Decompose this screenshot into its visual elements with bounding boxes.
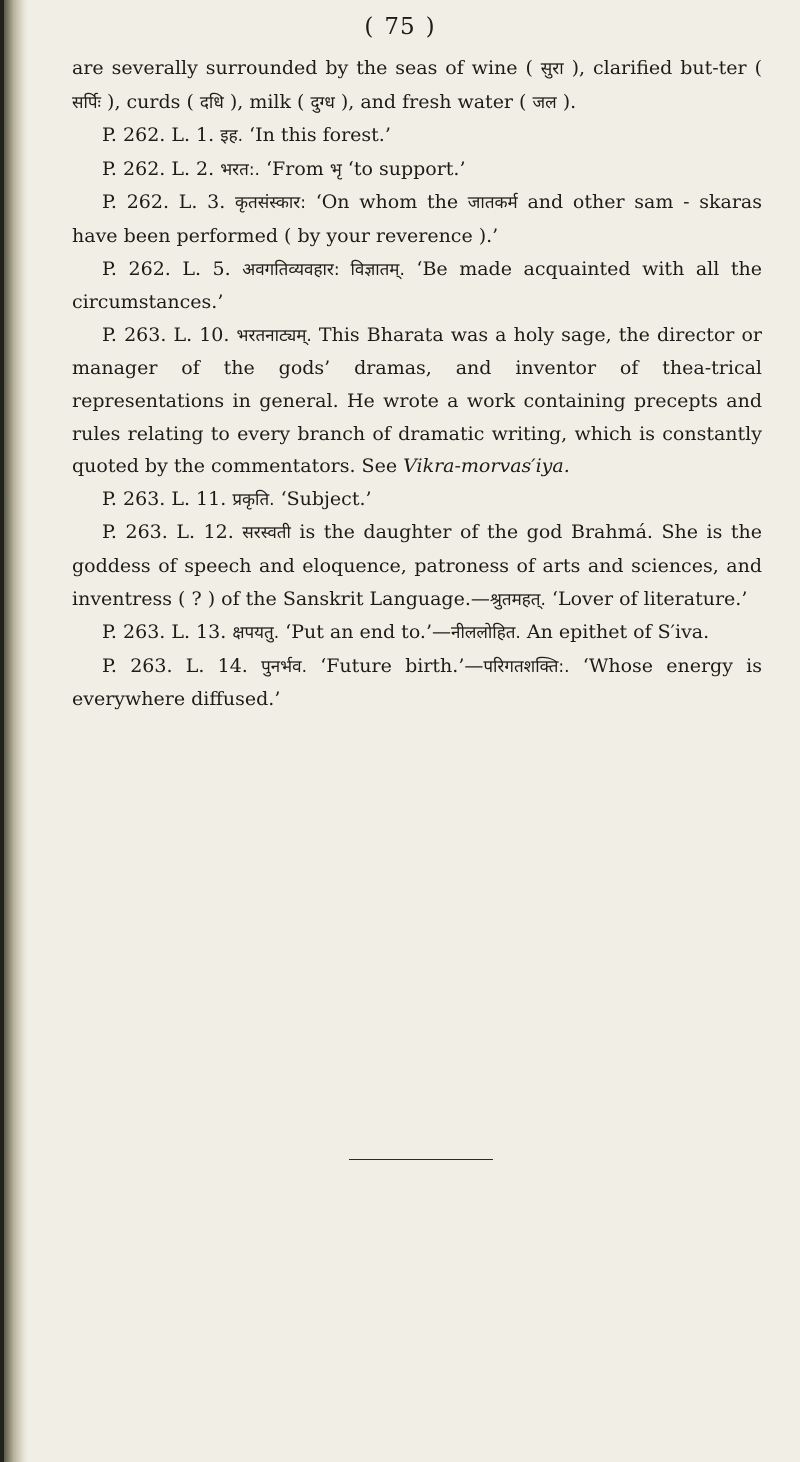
- italic-reference: Vikra-morvas′iya.: [403, 455, 570, 478]
- devanagari-term: सरस्वती: [242, 523, 291, 544]
- paragraph: [72, 483, 762, 517]
- page-number: ( 75 ): [364, 14, 436, 40]
- paragraph: [72, 650, 762, 716]
- text-run: ), and fresh water (: [334, 90, 533, 113]
- paragraph: [72, 186, 762, 252]
- page-number-value: 75: [384, 14, 416, 40]
- text-run: ‘From: [259, 157, 330, 180]
- text-run: P. 262. L. 1.: [102, 124, 221, 147]
- paragraph: [72, 616, 762, 650]
- paragraph: [72, 253, 762, 319]
- devanagari-term: श्रुतमहत्.: [489, 589, 546, 610]
- paragraph: [72, 516, 762, 616]
- text-run: P. 262. L. 3.: [102, 191, 235, 214]
- devanagari-term: सर्पिः: [72, 92, 101, 113]
- devanagari-term: जल: [532, 92, 557, 113]
- devanagari-term: परिगतशक्ति:.: [483, 656, 570, 677]
- text-run: ‘Future birth.’—: [306, 654, 484, 677]
- text-run: ).: [556, 90, 577, 113]
- paragraph: [72, 119, 762, 153]
- page-binding-shadow: [0, 0, 4, 1462]
- text-run: ‘Lover of literature.’: [545, 587, 748, 610]
- text-run: ‘Put an end to.’—: [279, 621, 452, 644]
- paragraph: [72, 52, 762, 119]
- devanagari-term: सुरा: [540, 59, 564, 79]
- devanagari-term: पुनर्भव.: [261, 656, 307, 677]
- text-run: This Bharata was a holy sage, the director or manager of the gods’ dramas, and inventor of thea-trical representations in general. He wrote a work containing precepts and rules relating to every branch of dramatic writing, which is constantly quoted by the commentators. See: [72, 323, 762, 478]
- text-run: ‘to support.’: [341, 157, 466, 180]
- devanagari-term: कृतसंस्कार:: [234, 193, 306, 214]
- devanagari-term: क्षपयतु.: [232, 623, 280, 644]
- text-run: ), milk (: [223, 90, 311, 113]
- devanagari-term: अवगतिव्यवहार: विज्ञातम्.: [242, 259, 405, 280]
- text-run: P. 263. L. 13.: [102, 621, 233, 644]
- text-run: An epithet of S′iva.: [520, 621, 710, 644]
- body-text: [72, 52, 762, 716]
- paragraph: [72, 319, 762, 483]
- text-run: ‘On whom the: [305, 191, 468, 214]
- text-run: ‘In this forest.’: [243, 124, 391, 147]
- text-run: P. 262. L. 5.: [102, 257, 243, 280]
- devanagari-term: प्रकृति.: [232, 489, 275, 510]
- devanagari-term: नीललोहित.: [451, 623, 521, 644]
- devanagari-term: भरत:.: [220, 159, 260, 180]
- text-run: ), clarified but-ter (: [563, 57, 762, 79]
- text-run: P. 263. L. 14.: [102, 654, 262, 677]
- text-run: is the daughter of the god Brahmá. She is the goddess of speech and eloquence, patroness of arts and sciences, and inventress ( ? ) of the Sanskrit Language.—: [72, 521, 763, 610]
- devanagari-term: दुग्ध: [310, 92, 335, 113]
- text-run: P. 263. L. 12.: [102, 521, 243, 544]
- closing-rule: [349, 1159, 493, 1160]
- devanagari-term: दधि: [199, 92, 224, 113]
- text-run: ‘Be made acquainted with all the circumstances.’: [72, 257, 762, 314]
- text-run: P. 263. L. 10.: [102, 323, 237, 346]
- devanagari-term: भृ: [329, 159, 342, 180]
- page-binding-edge: [0, 0, 28, 1462]
- devanagari-term: भरतनाट्यम्.: [236, 325, 312, 346]
- paragraph: [72, 153, 762, 187]
- text-run: ), curds (: [101, 90, 200, 113]
- text-run: and other sam - skaras have been performed ( by your reverence ).’: [72, 191, 762, 247]
- text-run: ‘Subject.’: [274, 487, 372, 510]
- devanagari-term: इह.: [220, 126, 244, 147]
- text-run: P. 263. L. 11.: [102, 487, 233, 510]
- text-run: P. 262. L. 2.: [102, 157, 221, 180]
- text-run: are severally surrounded by the seas of wine (: [72, 57, 541, 79]
- devanagari-term: जातकर्म: [467, 193, 518, 214]
- text-run: ‘Whose energy is everywhere diffused.’: [72, 654, 763, 711]
